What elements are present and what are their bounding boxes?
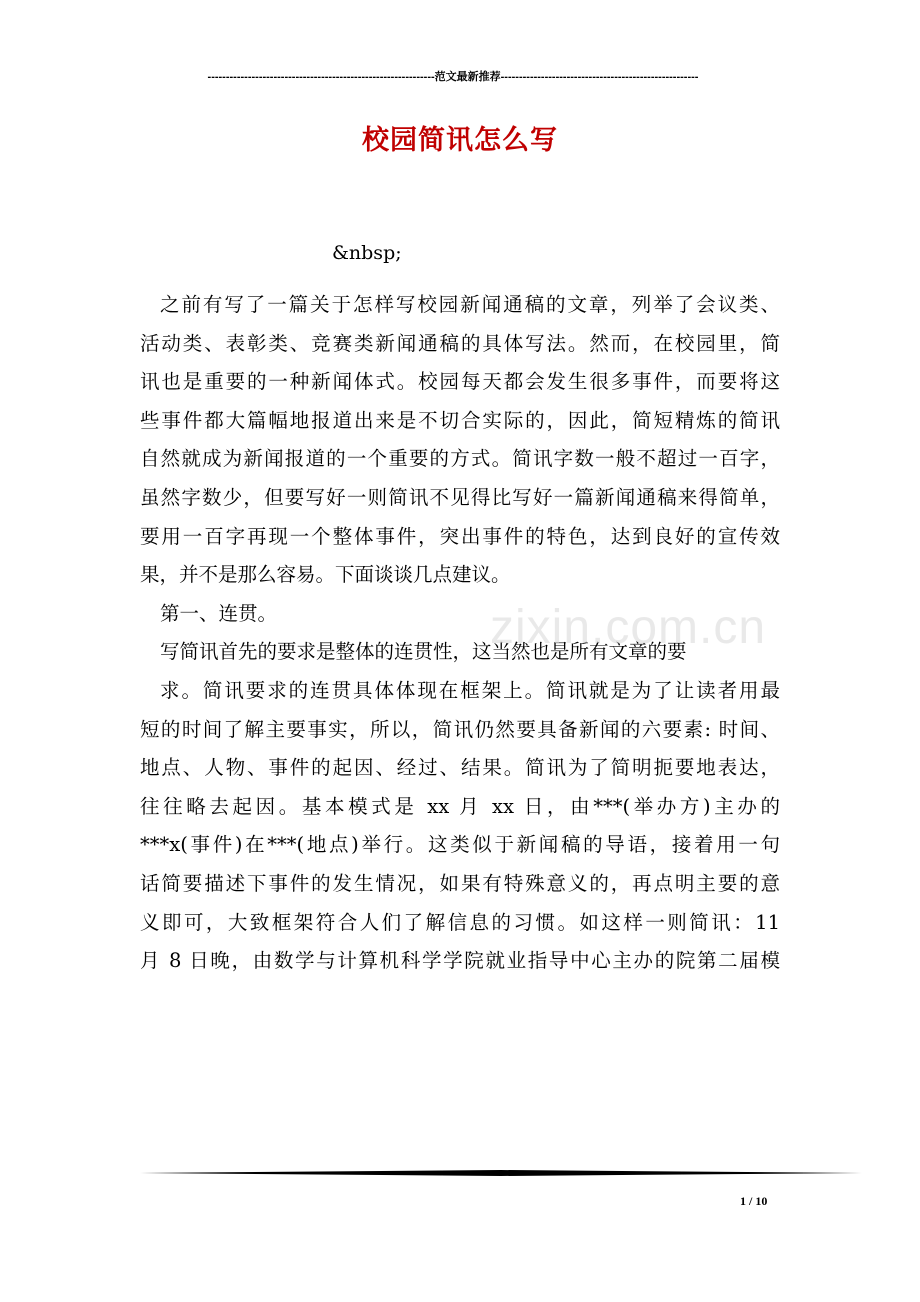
paragraph-line: 果，并不是那么容易。下面谈谈几点建议。	[140, 563, 511, 587]
paragraph-line: 写简讯首先的要求是整体的连贯性，这当然也是所有文章的要	[160, 640, 687, 664]
paragraph-line: 求。简讯要求的连贯具体体现在框架上。简讯就是为了让读者用最	[160, 678, 780, 702]
page-number: 1 / 10	[740, 1194, 768, 1208]
header-banner: --------------------------------------------------------------范文最新推荐------------------------------------------------------	[207, 71, 699, 83]
paragraph-line: 第一、连贯。	[160, 601, 278, 625]
document-title: 校园简讯怎么写	[362, 125, 558, 156]
watermark: zixin.com.cn	[490, 601, 767, 654]
paragraph-line: 活动类、表彰类、竞赛类新闻通稿的具体写法。然而，在校园里，简	[140, 331, 780, 355]
paragraph-line: ***x(事件)在***(地点)举行。这类似于新闻稿的导语，接着用一句	[140, 833, 780, 857]
footer-rule	[140, 1170, 862, 1176]
paragraph-line: 义即可，大致框架符合人们了解信息的习惯。如这样一则简讯：11	[140, 910, 780, 934]
paragraph-line: 之前有写了一篇关于怎样写校园新闻通稿的文章，列举了会议类、	[160, 293, 780, 316]
paragraph-line: 讯也是重要的一种新闻体式。校园每天都会发生很多事件，而要将这	[140, 370, 780, 394]
paragraph-line: 些事件都大篇幅地报道出来是不切合实际的，因此，简短精炼的简讯	[140, 408, 780, 432]
paragraph-line: 短的时间了解主要事实，所以，简讯仍然要具备新闻的六要素: 时间、	[140, 717, 780, 741]
paragraph-line: 地点、人物、事件的起因、经过、结果。简讯为了简明扼要地表达，	[140, 756, 780, 780]
paragraph-line: 虽然字数少，但要写好一则简讯不见得比写好一篇新闻通稿来得简单，	[140, 485, 780, 509]
paragraph-line: 话简要描述下事件的发生情况，如果有特殊意义的，再点明主要的意	[140, 871, 780, 895]
paragraph-line: 要用一百字再现一个整体事件，突出事件的特色，达到良好的宣传效	[140, 524, 780, 548]
document-body	[140, 286, 780, 981]
paragraph-line: 往往略去起因。基本模式是 xx 月 xx 日，由***(举办方)主办的	[140, 794, 780, 818]
paragraph-line: 月 8 日晚，由数学与计算机科学学院就业指导中心主办的院第二届模	[140, 949, 780, 973]
nbsp-entity-text: &nbsp;	[332, 242, 402, 264]
paragraph-line: 自然就成为新闻报道的一个重要的方式。简讯字数一般不超过一百字，	[140, 447, 780, 471]
